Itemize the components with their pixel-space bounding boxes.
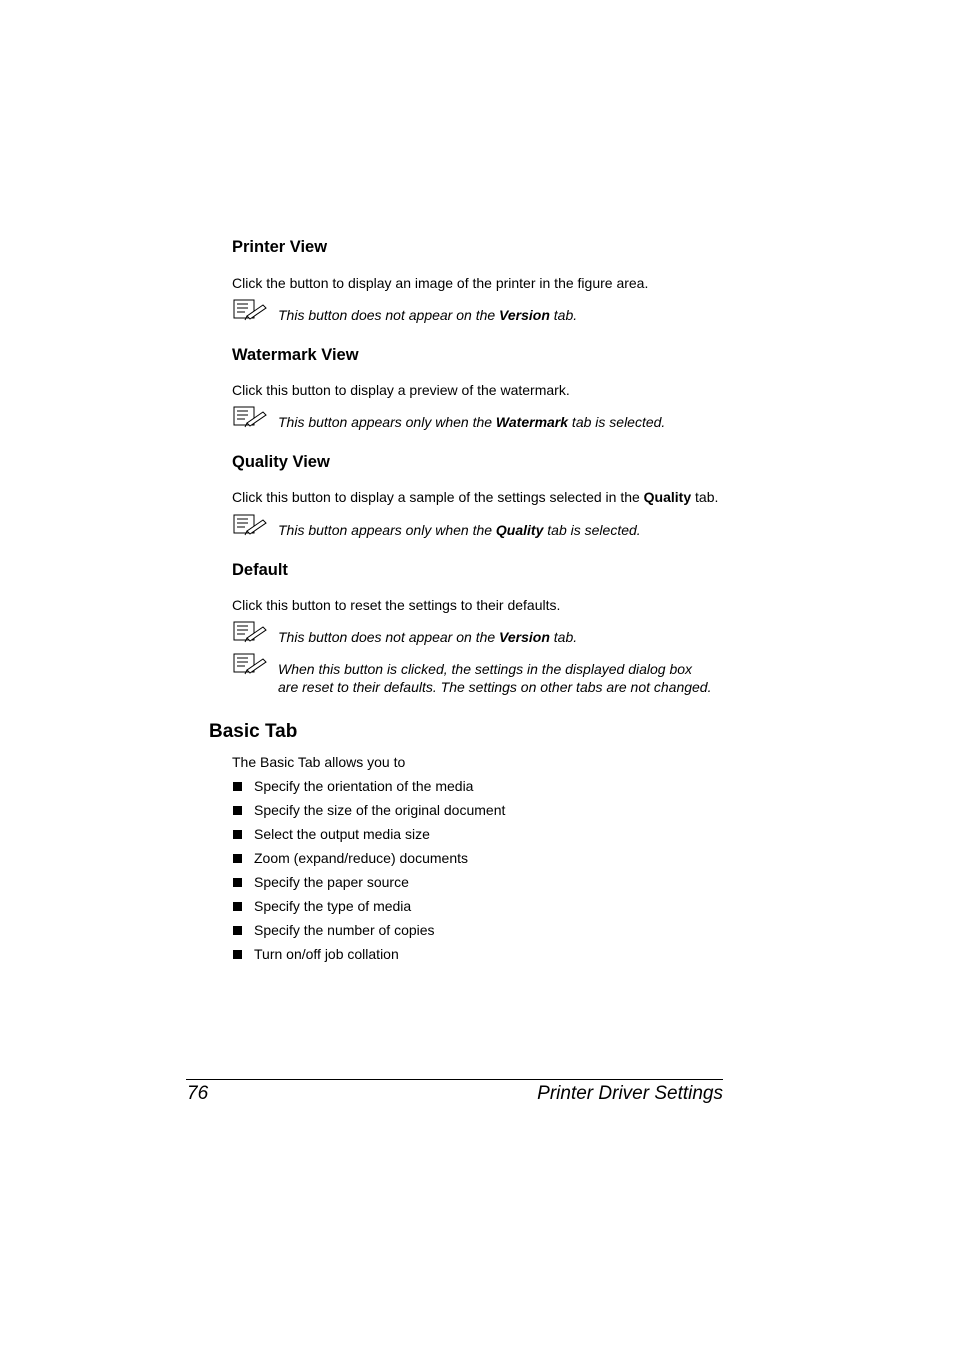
square-bullet-icon (233, 902, 242, 911)
section-heading-default: Default (232, 561, 288, 579)
note-pencil-icon (233, 406, 267, 428)
list-item: Turn on/off job collation (254, 946, 399, 962)
list-item: Specify the number of copies (254, 922, 435, 938)
square-bullet-icon (233, 854, 242, 863)
page-number: 76 (187, 1083, 209, 1104)
section-body-default: Click this button to reset the settings to their defaults. (232, 597, 561, 613)
square-bullet-icon (233, 950, 242, 959)
note-pencil-icon (233, 621, 267, 643)
section-heading-quality-view: Quality View (232, 453, 330, 471)
square-bullet-icon (233, 926, 242, 935)
note-text: This button does not appear on the Version tab. (278, 629, 578, 645)
note-text: This button does not appear on the Version tab. (278, 307, 578, 323)
note-pencil-icon (233, 514, 267, 536)
list-item: Specify the paper source (254, 874, 409, 890)
section-body-quality-view: Click this button to display a sample of the settings selected in the Quality tab. (232, 489, 719, 505)
square-bullet-icon (233, 878, 242, 887)
note-text-line-2: are reset to their defaults. The settings on other tabs are not changed. (278, 679, 712, 695)
list-item: Zoom (expand/reduce) documents (254, 850, 468, 866)
footer-rule (186, 1079, 723, 1080)
list-item: Select the output media size (254, 826, 430, 842)
square-bullet-icon (233, 782, 242, 791)
basic-tab-intro: The Basic Tab allows you to (232, 754, 406, 770)
section-heading-watermark-view: Watermark View (232, 346, 359, 364)
square-bullet-icon (233, 830, 242, 839)
section-heading-printer-view: Printer View (232, 238, 328, 256)
section-heading-basic-tab: Basic Tab (209, 721, 298, 742)
section-body-watermark-view: Click this button to display a preview of the watermark. (232, 382, 570, 398)
list-item: Specify the size of the original document (254, 802, 506, 818)
note-pencil-icon (233, 653, 267, 675)
square-bullet-icon (233, 806, 242, 815)
footer-title: Printer Driver Settings (537, 1083, 723, 1104)
note-pencil-icon (233, 299, 267, 321)
note-text-line-1: When this button is clicked, the settings in the displayed dialog box (278, 661, 693, 677)
note-text: This button appears only when the Watermark tab is selected. (278, 414, 666, 430)
note-text: This button appears only when the Quality tab is selected. (278, 522, 641, 538)
list-item: Specify the type of media (254, 898, 412, 914)
section-body-printer-view: Click the button to display an image of the printer in the figure area. (232, 275, 649, 291)
list-item: Specify the orientation of the media (254, 778, 474, 794)
